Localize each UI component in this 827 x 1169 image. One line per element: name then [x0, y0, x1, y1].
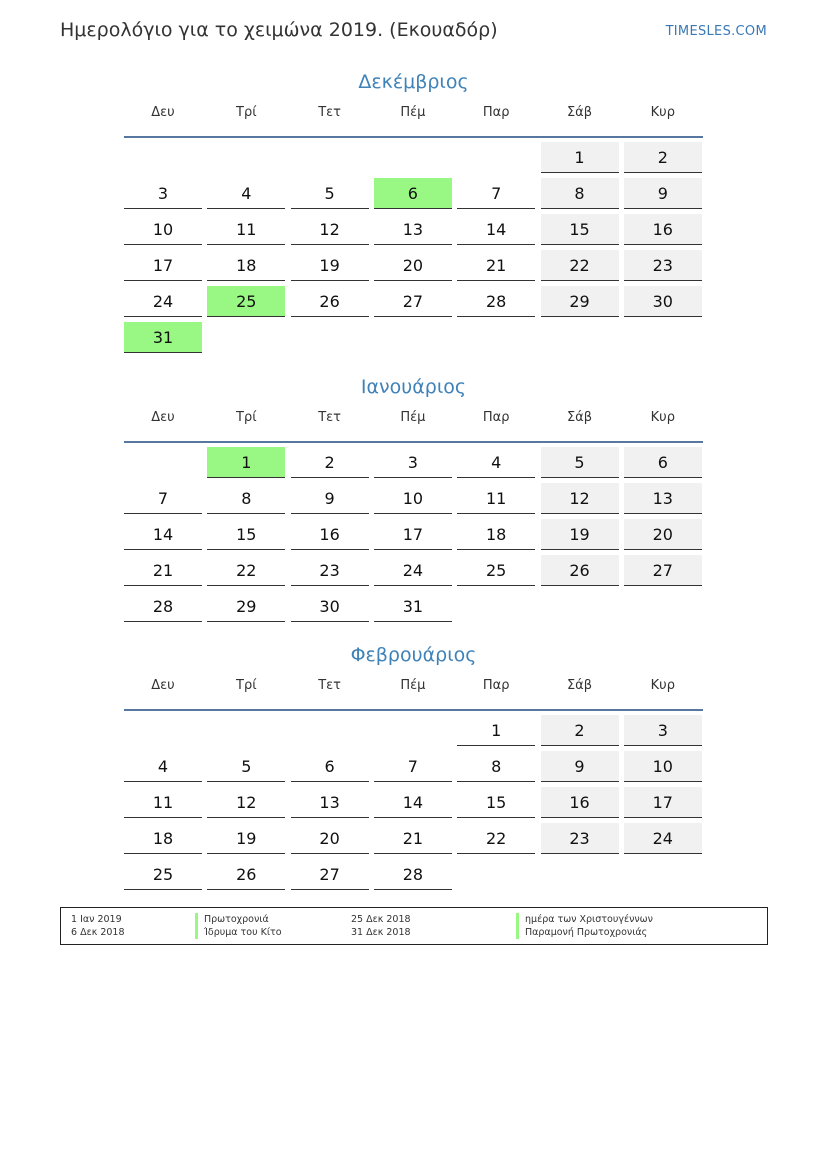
- day-cell: 28: [374, 859, 452, 890]
- day-cell: 18: [207, 250, 285, 281]
- day-cell: 5: [541, 447, 619, 478]
- day-cell: 2: [624, 142, 702, 173]
- page-title: Ημερολόγιο για το χειμώνα 2019. (Εκουαδόρ): [60, 19, 498, 41]
- weekday-label: Δευ: [151, 105, 175, 120]
- weekday-label: Τρί: [236, 105, 257, 120]
- day-cell: 11: [124, 787, 202, 818]
- day-cell: 29: [207, 591, 285, 622]
- day-cell: 9: [624, 178, 702, 209]
- day-cell: 13: [291, 787, 369, 818]
- day-cell: 8: [207, 483, 285, 514]
- weekday-label: Τετ: [318, 678, 341, 693]
- day-cell: 20: [374, 250, 452, 281]
- weekday-label: Παρ: [482, 410, 510, 425]
- day-cell: 16: [624, 214, 702, 245]
- day-cell: 19: [291, 250, 369, 281]
- weekday-label: Παρ: [482, 105, 510, 120]
- day-cell: 18: [124, 823, 202, 854]
- day-cell: 18: [457, 519, 535, 550]
- weekday-label: Πέμ: [400, 678, 426, 693]
- weekday-label: Κυρ: [650, 410, 675, 425]
- day-cell: 17: [374, 519, 452, 550]
- day-cell: 12: [541, 483, 619, 514]
- day-cell: 21: [124, 555, 202, 586]
- legend-date: 6 Δεκ 2018: [71, 927, 125, 938]
- month-december: [124, 68, 703, 347]
- day-cell: 9: [291, 483, 369, 514]
- day-cell: 28: [124, 591, 202, 622]
- day-cell: 9: [541, 751, 619, 782]
- day-cell: 13: [624, 483, 702, 514]
- day-cell: 3: [624, 715, 702, 746]
- day-cell: 8: [457, 751, 535, 782]
- day-cell: 26: [291, 286, 369, 317]
- day-cell: 4: [457, 447, 535, 478]
- day-cell: 17: [124, 250, 202, 281]
- weekday-label: Τετ: [318, 105, 341, 120]
- day-cell: 10: [624, 751, 702, 782]
- day-cell: 16: [541, 787, 619, 818]
- day-cell: 15: [541, 214, 619, 245]
- day-cell: 15: [457, 787, 535, 818]
- weekday-header: [124, 407, 703, 443]
- holiday-cell: 6: [374, 178, 452, 209]
- weekday-label: Τρί: [236, 410, 257, 425]
- legend-name: ημέρα των Χριστουγέννων: [516, 913, 653, 926]
- day-cell: 7: [124, 483, 202, 514]
- day-cell: 21: [457, 250, 535, 281]
- day-cell: 23: [541, 823, 619, 854]
- site-link[interactable]: TIMESLES.COM: [665, 24, 767, 39]
- holiday-cell: 1: [207, 447, 285, 478]
- day-cell: 28: [457, 286, 535, 317]
- day-cell: 1: [541, 142, 619, 173]
- day-cell: 27: [374, 286, 452, 317]
- month-title: Ιανουάριος: [360, 376, 467, 398]
- day-cell: 4: [207, 178, 285, 209]
- weekday-label: Σάβ: [566, 105, 593, 120]
- month-january: [124, 373, 703, 616]
- day-cell: 22: [457, 823, 535, 854]
- weekday-header: [124, 102, 703, 138]
- day-cell: 15: [207, 519, 285, 550]
- day-cell: 24: [374, 555, 452, 586]
- weekday-label: Δευ: [151, 410, 175, 425]
- day-cell: 31: [374, 591, 452, 622]
- day-cell: 14: [457, 214, 535, 245]
- day-cell: 27: [624, 555, 702, 586]
- day-cell: 8: [541, 178, 619, 209]
- legend-date: 25 Δεκ 2018: [351, 914, 411, 925]
- weekday-label: Τρί: [236, 678, 257, 693]
- day-cell: 27: [291, 859, 369, 890]
- day-cell: 12: [291, 214, 369, 245]
- day-cell: 30: [624, 286, 702, 317]
- day-cell: 10: [374, 483, 452, 514]
- holiday-legend: [60, 907, 768, 945]
- day-cell: 7: [374, 751, 452, 782]
- weekday-label: Δευ: [151, 678, 175, 693]
- day-cell: 24: [624, 823, 702, 854]
- day-cell: 22: [207, 555, 285, 586]
- day-cell: 16: [291, 519, 369, 550]
- legend-date: 31 Δεκ 2018: [351, 927, 411, 938]
- day-cell: 25: [457, 555, 535, 586]
- day-cell: 20: [624, 519, 702, 550]
- month-title: Φεβρουάριος: [350, 644, 477, 666]
- holiday-cell: 31: [124, 322, 202, 353]
- day-cell: 7: [457, 178, 535, 209]
- day-cell: 14: [124, 519, 202, 550]
- legend-date: 1 Ιαν 2019: [71, 914, 122, 925]
- day-cell: 21: [374, 823, 452, 854]
- day-cell: 11: [207, 214, 285, 245]
- weekday-label: Κυρ: [650, 678, 675, 693]
- day-cell: 5: [291, 178, 369, 209]
- weekday-label: Πέμ: [400, 105, 426, 120]
- day-cell: 11: [457, 483, 535, 514]
- day-cell: 3: [374, 447, 452, 478]
- day-cell: 12: [207, 787, 285, 818]
- day-cell: 29: [541, 286, 619, 317]
- holiday-cell: 25: [207, 286, 285, 317]
- day-cell: 19: [541, 519, 619, 550]
- day-cell: 25: [124, 859, 202, 890]
- legend-name: Παραμονή Πρωτοχρονιάς: [516, 926, 647, 939]
- day-cell: 22: [541, 250, 619, 281]
- month-title: Δεκέμβριος: [358, 71, 469, 93]
- day-cell: 3: [124, 178, 202, 209]
- day-cell: 20: [291, 823, 369, 854]
- day-cell: 4: [124, 751, 202, 782]
- day-cell: 26: [541, 555, 619, 586]
- month-february: [124, 641, 703, 884]
- weekday-label: Παρ: [482, 678, 510, 693]
- day-cell: 23: [291, 555, 369, 586]
- day-cell: 13: [374, 214, 452, 245]
- day-cell: 6: [624, 447, 702, 478]
- day-cell: 30: [291, 591, 369, 622]
- day-cell: 19: [207, 823, 285, 854]
- day-cell: 26: [207, 859, 285, 890]
- legend-name: Ίδρυμα του Κίτο: [195, 926, 282, 939]
- legend-name: Πρωτοχρονιά: [195, 913, 269, 926]
- weekday-label: Σάβ: [566, 678, 593, 693]
- day-cell: 14: [374, 787, 452, 818]
- day-cell: 10: [124, 214, 202, 245]
- day-cell: 5: [207, 751, 285, 782]
- day-cell: 2: [291, 447, 369, 478]
- day-cell: 1: [457, 715, 535, 746]
- day-cell: 24: [124, 286, 202, 317]
- weekday-label: Κυρ: [650, 105, 675, 120]
- weekday-label: Τετ: [318, 410, 341, 425]
- day-cell: 17: [624, 787, 702, 818]
- weekday-label: Σάβ: [566, 410, 593, 425]
- day-cell: 2: [541, 715, 619, 746]
- weekday-header: [124, 675, 703, 711]
- day-cell: 23: [624, 250, 702, 281]
- day-cell: 6: [291, 751, 369, 782]
- weekday-label: Πέμ: [400, 410, 426, 425]
